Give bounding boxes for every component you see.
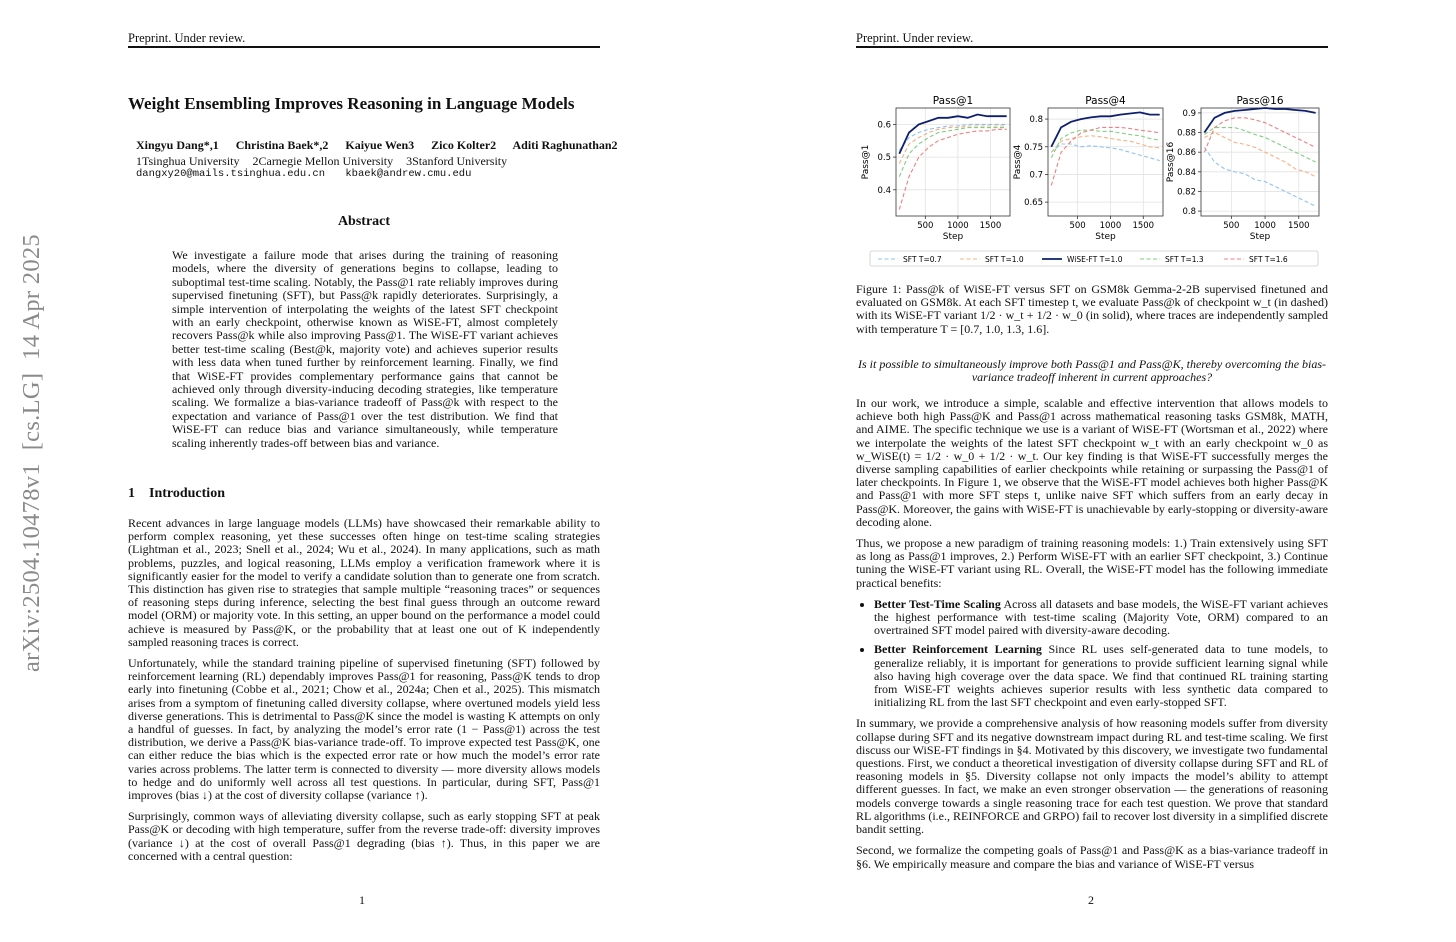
page-2: [728, 0, 1456, 942]
arxiv-stamp: arXiv:2504.10478v1 [cs.LG] 14 Apr 2025: [18, 234, 45, 672]
chart-title: Pass@4: [1085, 95, 1126, 107]
chart-title: Pass@1: [932, 95, 974, 107]
y-tick-label: 0.5: [877, 153, 891, 164]
email-list: [136, 168, 485, 180]
x-axis-label: Step: [1249, 232, 1271, 242]
chart-panel-2: [1013, 95, 1163, 242]
author-list: [136, 138, 632, 153]
y-tick-label: 0.7: [1029, 170, 1043, 181]
author: Xingyu Dang*,1: [136, 138, 219, 152]
y-tick-label: 0.8: [1182, 207, 1196, 218]
benefit-item: [874, 643, 1328, 709]
legend-label: SFT T=1.3: [1165, 255, 1204, 264]
y-axis-label: Pass@1: [861, 144, 871, 180]
y-axis-label: Pass@4: [1013, 144, 1023, 180]
page-number: 2: [1088, 893, 1094, 907]
header-rule: [128, 46, 600, 48]
legend-label: SFT T=1.0: [985, 255, 1024, 264]
chart-title: Pass@16: [1236, 95, 1284, 107]
affiliation-list: [136, 154, 517, 169]
running-header: Preprint. Under review.: [856, 31, 974, 45]
paper-title: Weight Ensembling Improves Reasoning in Language Models: [128, 94, 575, 113]
author: Kaiyue Wen3: [345, 138, 415, 152]
author: Aditi Raghunathan2: [512, 138, 618, 152]
paragraph: In our work, we introduce a simple, scalable and effective intervention that allows models to achieve both high Pass@K and Pass@1 across mathematical reasoning tasks GSM8k, MATH, and AIME. The specific technique we use is a variant of WiSE-FT (Wortsman et al., 2022) where we interpolate the weights of the latest SFT checkpoint w_t with an early checkpoint w_0 as w_WiSE(t) = 1/2 · w_0 + 1/2 · w_t. Our key finding is that WiSE-FT successfully merges the diverse sampling capabilities of earlier checkpoints while retaining or surpassing the Pass@1 of later checkpoints. In Figure 1, we observe that the WiSE-FT model achieves both higher Pass@K and Pass@1 with more SFT steps t, unlike naive SFT which suffers from an early decay in Pass@K. Moreover, the gains with WiSE-FT is unachievable by early-stopping or diversity-aware decoding alone.: [856, 396, 1328, 529]
y-tick-label: 0.6: [877, 120, 891, 131]
email: dangxy20@mails.tsinghua.edu.cn: [136, 168, 326, 180]
paragraph: Unfortunately, while the standard training pipeline of supervised finetuning (SFT) followed by reinforcement learning (RL) dependably improves Pass@1 for reasoning, Pass@K tends to drop early into finetuning (Cobbe et al., 2021; Chow et al., 2024a; Chen et al., 2025). This mismatch arises from a symptom of finetuning called diversity collapse, where overtuned models yield less diverse generations. This is detrimental to Pass@K since the model is wasting K attempts on only a handful of guesses. In fact, by analyzing the model’s error rate (1 − Pass@1) across the test distribution, we derive a Pass@K bias-variance trade-off. To improve expected test Pass@K, one can either reduce the bias which is the expected error rate or how much the model’s error rate varies across problems. The latter term is connected to diversity — more diversity allows models to hedge and do uniformly well across all test questions. In particular, during SFT, Pass@1 improves (bias ↓) at the cost of diversity collapse (variance ↑).: [128, 656, 600, 803]
email: kbaek@andrew.cmu.edu: [345, 168, 472, 180]
chart-panel-3: [1166, 95, 1319, 242]
figure-caption: Figure 1: Pass@k of WiSE-FT versus SFT on GSM8k Gemma-2-2B supervised finetuned and evaluated on GSM8k. At each SFT timestep t, we evaluate Pass@k of checkpoint w_t (in dashed) with its WiSE-FT variant 1/2 · w_t + 1/2 · w_0 (in solid), where traces are independently sampled with temperature T = [0.7, 1.0, 1.3, 1.6].: [856, 282, 1328, 336]
y-tick-label: 0.75: [1024, 142, 1043, 153]
y-axis-label: Pass@16: [1166, 141, 1176, 183]
x-axis-label: Step: [942, 232, 964, 242]
y-tick-label: 0.4: [877, 185, 891, 196]
legend-label: WiSE-FT T=1.0: [1067, 255, 1123, 264]
y-tick-label: 0.84: [1177, 167, 1196, 178]
paragraph: Thus, we propose a new paradigm of training reasoning models: 1.) Train extensively using SFT as long as Pass@1 improves, 2.) Perform WiSE-FT with an earlier SFT checkpoint, 3.) Continue tuning the WiSE-FT variant using RL. Overall, the WiSE-FT model has the following immediate practical benefits:: [856, 536, 1328, 590]
chart-legend: [870, 251, 1318, 266]
y-tick-label: 0.65: [1024, 198, 1043, 209]
benefit-title: Better Test-Time Scaling: [874, 596, 1001, 611]
x-axis-label: Step: [1095, 232, 1116, 242]
affiliation: 2Carnegie Mellon University: [252, 154, 394, 168]
y-tick-label: 0.8: [1029, 115, 1043, 126]
x-tick-label: 1500: [1132, 221, 1155, 231]
legend-label: SFT T=1.6: [1249, 255, 1288, 264]
affiliation: 1Tsinghua University: [136, 154, 240, 168]
page2-body: [856, 397, 1328, 879]
y-tick-label: 0.82: [1177, 187, 1196, 198]
intro-body: [128, 517, 600, 871]
header-rule: [856, 46, 1328, 48]
y-tick-label: 0.9: [1182, 108, 1196, 119]
author: Christina Baek*,2: [235, 138, 329, 152]
y-tick-label: 0.86: [1177, 148, 1196, 159]
author: Zico Kolter2: [431, 138, 497, 152]
chart-panel-1: [861, 95, 1010, 242]
x-tick-label: 500: [1223, 221, 1240, 231]
affiliation: 3Stanford University: [406, 154, 508, 168]
paragraph: Surprisingly, common ways of alleviating diversity collapse, such as early stopping SFT at peak Pass@K or decoding with high temperature, suffer from the reverse trade-off: diversity improves (variance ↓) at the cost of overall Pass@1 degrading (bias ↑). Thus, in this paper we are concerned with a central question:: [128, 809, 600, 863]
x-tick-label: 1000: [947, 221, 969, 231]
x-tick-label: 1000: [1099, 221, 1122, 231]
running-header: Preprint. Under review.: [128, 31, 246, 45]
abstract-text: We investigate a failure mode that arises during the training of reasoning models, where the diversity of generations begins to collapse, leading to suboptimal test-time scaling. Notably, the Pass@1 rate reliably improves during supervised finetuning (SFT), but Pass@k rapidly deteriorates. Surprisingly, a simple intervention of interpolating the weights of the latest SFT checkpoint with an early checkpoint, otherwise known as WiSE-FT, almost completely recovers Pass@k while also improving Pass@1. The WiSE-FT variant achieves better test-time scaling (Best@k, majority vote) and achieves superior results with less data when tuned further by reinforcement learning. Finally, we find that WiSE-FT provides complementary performance gains that cannot be achieved only through diversity-inducing decoding strategies, like temperature scaling. We formalize a bias-variance tradeoff of Pass@k with respect to the expectation and variance of Pass@1 over the test distribution. We find that WiSE-FT can reduce bias and variance simultaneously, while temperature scaling inherently trades-off between bias and variance.: [172, 248, 558, 450]
abstract-heading: Abstract: [337, 214, 391, 229]
x-tick-label: 1500: [1287, 221, 1310, 231]
paragraph: Second, we formalize the competing goals of Pass@1 and Pass@K as a bias-variance tradeoff in §6. We empirically measure and compare the bias and variance of WiSE-FT versus: [856, 843, 1328, 871]
legend-label: SFT T=0.7: [903, 255, 942, 264]
benefit-text: Across all datasets and base models, the WiSE-FT variant achieves the highest performance with test-time scaling (Majority Vote, ORM) compared to an overtrained SFT model paired with diversity-aware decoding.: [874, 596, 1329, 638]
y-tick-label: 0.88: [1177, 128, 1196, 139]
page-number: 1: [359, 893, 365, 907]
benefit-title: Better Reinforcement Learning: [874, 642, 1042, 657]
figure-1-charts: [856, 94, 1328, 270]
x-tick-label: 1000: [1254, 221, 1276, 231]
benefit-list: [856, 598, 1328, 710]
x-tick-label: 500: [917, 221, 934, 231]
x-tick-label: 1500: [979, 221, 1002, 231]
benefit-text: Since RL uses self-generated data to tune models, to generalize reliably, it is important for generations to provide sufficient learning signal while also having high coverage over the data space. We find that continued RL training starting from WiSE-FT weights achieves superior results with less synthetic data compared to initializing RL from the last SFT checkpoint and even early-stopped SFT.: [874, 642, 1328, 710]
central-question: Is it possible to simultaneously improve both Pass@1 and Pass@K, thereby overcoming the bias-variance tradeoff inherent in current approaches?: [857, 357, 1327, 385]
paragraph: In summary, we provide a comprehensive analysis of how reasoning models suffer from diversity collapse during SFT and its negative downstream impact during RL and test-time scaling. We first discuss our WiSE-FT findings in §4. Motivated by this discovery, we investigate two fundamental questions. First, we conduct a theoretical investigation of diversity collapse during SFT and RL of reasoning models in §5. Diversity collapse not only impacts the model’s ability to attempt different guesses. In fact, we make an even stronger observation — the generations of reasoning models converge towards a single reasoning trace for each test question. We prove that standard RL algorithms (i.e., REINFORCE and GRPO) fail to recover lost diversity in a simplified discrete bandit setting.: [856, 716, 1328, 837]
benefit-item: [874, 598, 1328, 638]
section-heading: 1 Introduction: [128, 486, 225, 501]
x-tick-label: 500: [1069, 221, 1086, 231]
paragraph: Recent advances in large language models (LLMs) have showcased their remarkable ability to perform complex reasoning, yet these successes often hinge on test-time scaling strategies (Lightman et al., 2023; Snell et al., 2024; Wu et al., 2024). In many applications, such as math problems, puzzles, and logical reasoning, LLMs employ a verification framework where it is significantly easier for the model to verify a candidate solution than to generate one from scratch. This distinction has given rise to strategies that sample multiple “reasoning traces” or sequences of reasoning steps during inference, selecting the best final guess through an outcome reward model (ORM) or majority vote. In this setting, an upper bound on the performance a model could achieve is measured by Pass@K, or the probability that at least one out of K independently sampled reasoning traces is correct.: [128, 516, 600, 649]
figure-1: [856, 94, 1328, 270]
